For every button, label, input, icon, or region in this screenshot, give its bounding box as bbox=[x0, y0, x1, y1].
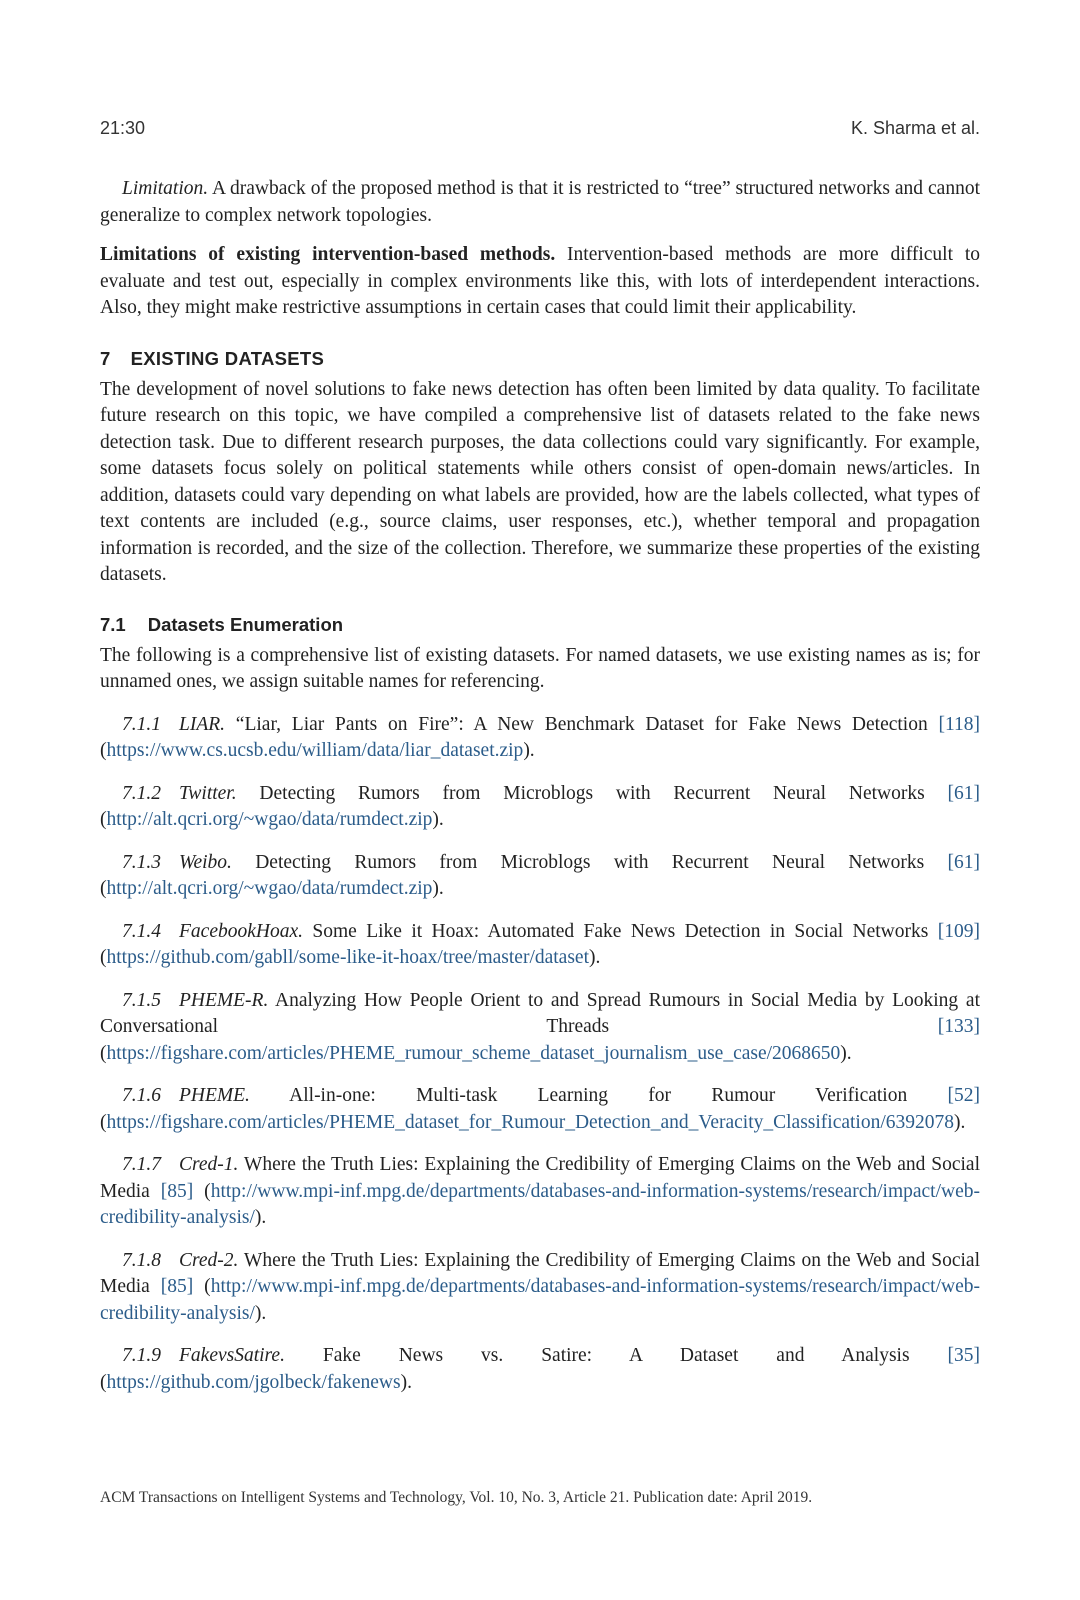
dataset-name: FacebookHoax. bbox=[179, 920, 303, 942]
entry-title: Fake News vs. Satire: A Dataset and Analysis bbox=[284, 1345, 948, 1366]
citation-link[interactable]: [133] bbox=[937, 1016, 980, 1037]
subsection-7-1-heading bbox=[100, 614, 980, 636]
dataset-name: PHEME-R. bbox=[179, 989, 269, 1011]
entry-title: Where the Truth Lies: Explaining the Credibility of Emerging Claims on the Web and Social Media bbox=[100, 1249, 980, 1297]
dataset-name: Weibo. bbox=[179, 851, 232, 873]
section-7-heading bbox=[100, 348, 980, 370]
entry-number: 7.1.5 bbox=[122, 989, 161, 1011]
dataset-url-link[interactable]: https://github.com/gabll/some-like-it-hoax/tree/master/dataset bbox=[106, 947, 590, 968]
section-number: 7 bbox=[100, 347, 111, 369]
entry-title: All-in-one: Multi-task Learning for Rumour Verification bbox=[249, 1085, 948, 1106]
limitation-label: Limitation. bbox=[122, 178, 209, 199]
citation-link[interactable]: [35] bbox=[947, 1345, 980, 1366]
limitations-label: Limitations of existing intervention-based methods. bbox=[100, 244, 556, 265]
dataset-url-link[interactable]: https://github.com/jgolbeck/fakenews bbox=[106, 1371, 401, 1393]
entry-title: Detecting Rumors from Microblogs with Recurrent Neural Networks bbox=[231, 851, 948, 873]
dataset-name: PHEME. bbox=[179, 1085, 250, 1106]
dataset-entry: 7.1.3 Weibo. Detecting Rumors from Microblogs with Recurrent Neural Networks [61] (http://alt.qcri.org/~wgao/data/rumdect.zip). bbox=[100, 851, 980, 899]
dataset-entry: 7.1.1 LIAR. “Liar, Liar Pants on Fire”: A New Benchmark Dataset for Fake News Detection [118] (https://www.cs.ucsb.edu/william/data/liar_dataset.zip). bbox=[100, 713, 980, 761]
citation-link[interactable]: [118] bbox=[938, 713, 980, 735]
entry-title: Some Like it Hoax: Automated Fake News Detection in Social Networks bbox=[303, 920, 938, 942]
entry-number: 7.1.6 bbox=[122, 1085, 161, 1106]
entry-title: Detecting Rumors from Microblogs with Recurrent Neural Networks bbox=[236, 782, 948, 804]
citation-link[interactable]: [61] bbox=[947, 782, 980, 804]
running-authors: K. Sharma et al. bbox=[850, 118, 980, 138]
citation-link[interactable]: [61] bbox=[947, 851, 980, 873]
dataset-name: LIAR. bbox=[179, 713, 226, 735]
dataset-entry: 7.1.5 PHEME-R. Analyzing How People Orient to and Spread Rumours in Social Media by Looking at Conversational Threads [133] (https://figshare.com/articles/PHEME_rumour_scheme_dataset_journalism_use_case/2068650). bbox=[100, 989, 980, 1064]
dataset-entry: 7.1.4 FacebookHoax. Some Like it Hoax: Automated Fake News Detection in Social Networks [109] (https://github.com/gabll/some-like-it-hoax/tree/master/dataset). bbox=[100, 920, 980, 968]
dataset-entry: 7.1.6 PHEME. All-in-one: Multi-task Learning for Rumour Verification [52] (https://figshare.com/articles/PHEME_dataset_for_Rumour_Detection_and_Veracity_Classification/6392078). bbox=[100, 1085, 980, 1133]
entry-number: 7.1.2 bbox=[122, 782, 161, 804]
limitations-text: Intervention-based methods are more difficult to evaluate and test out, especially in complex environments like this, with lots of interdependent interactions. Also, they might make restrictive assumptions in certain cases that could limit their applicability. bbox=[100, 244, 980, 318]
dataset-url-link[interactable]: https://figshare.com/articles/PHEME_dataset_for_Rumour_Detection_and_Veracity_Classification/6392078 bbox=[106, 1111, 955, 1133]
limitation-text: A drawback of the proposed method is that it is restricted to “tree” structured networks and cannot generalize to complex network topologies. bbox=[100, 178, 980, 226]
dataset-url-link[interactable]: http://www.mpi-inf.mpg.de/departments/databases-and-information-systems/research/impact/web-credibility-analysis/ bbox=[100, 1180, 980, 1228]
dataset-name: Cred-2. bbox=[179, 1249, 239, 1271]
entry-number: 7.1.4 bbox=[122, 920, 161, 942]
citation-link[interactable]: [85] bbox=[160, 1180, 194, 1202]
dataset-list bbox=[100, 712, 980, 1397]
citation-link[interactable]: [109] bbox=[937, 920, 980, 942]
entry-number: 7.1.7 bbox=[122, 1154, 161, 1175]
entry-number: 7.1.1 bbox=[122, 713, 161, 735]
entry-number: 7.1.9 bbox=[122, 1345, 161, 1366]
dataset-entry: 7.1.9 FakevsSatire. Fake News vs. Satire: A Dataset and Analysis [35] (https://github.com/jgolbeck/fakenews). bbox=[100, 1345, 980, 1393]
section-7-text: The development of novel solutions to fake news detection has often been limited by data quality. To facilitate future research on this topic, we have compiled a comprehensive list of datasets related to the fake news detection task. Due to different research purposes, the data collections could vary significantly. For example, some datasets focus solely on political statements while others consist of open-domain news/articles. In addition, datasets could vary depending on what labels are provided, how are the labels collected, what types of text contents are included (e.g., source claims, user responses, etc.), whether temporal and propagation information is recorded, and the size of the collection. Therefore, we summarize these properties of the existing datasets. bbox=[100, 378, 980, 585]
dataset-url-link[interactable]: http://alt.qcri.org/~wgao/data/rumdect.zip bbox=[106, 878, 433, 899]
dataset-entry: 7.1.8 Cred-2. Where the Truth Lies: Explaining the Credibility of Emerging Claims on the Web and Social Media [85] (http://www.mpi-inf.mpg.de/departments/databases-and-information-systems/research/impact/web-credibility-analysis/). bbox=[100, 1249, 980, 1324]
entry-number: 7.1.3 bbox=[122, 851, 161, 873]
dataset-entry: 7.1.7 Cred-1. Where the Truth Lies: Explaining the Credibility of Emerging Claims on the Web and Social Media [85] (http://www.mpi-inf.mpg.de/departments/databases-and-information-systems/research/impact/web-credibility-analysis/). bbox=[100, 1154, 980, 1228]
citation-link[interactable]: [85] bbox=[160, 1276, 194, 1297]
citation-link[interactable]: [52] bbox=[947, 1085, 980, 1106]
page-content bbox=[100, 176, 980, 1396]
subsection-number: 7.1 bbox=[100, 613, 126, 635]
dataset-url-link[interactable]: http://www.mpi-inf.mpg.de/departments/databases-and-information-systems/research/impact/web-credibility-analysis/ bbox=[100, 1276, 980, 1324]
dataset-name: FakevsSatire. bbox=[179, 1345, 285, 1366]
entry-title: Where the Truth Lies: Explaining the Credibility of Emerging Claims on the Web and Social Media bbox=[100, 1154, 980, 1202]
entry-number: 7.1.8 bbox=[122, 1249, 161, 1271]
section-title: EXISTING DATASETS bbox=[130, 347, 325, 369]
page-number: 21:30 bbox=[100, 118, 146, 138]
dataset-name: Cred-1. bbox=[179, 1154, 239, 1175]
page-header bbox=[100, 118, 980, 139]
dataset-url-link[interactable]: https://www.cs.ucsb.edu/william/data/liar_dataset.zip bbox=[106, 740, 524, 761]
subsection-7-1-text: The following is a comprehensive list of existing datasets. For named datasets, we use existing names as is; for unnamed ones, we assign suitable names for referencing. bbox=[100, 644, 980, 692]
limitations-paragraph bbox=[100, 242, 980, 322]
entry-title: Analyzing How People Orient to and Spread Rumours in Social Media by Looking at Conversational Threads bbox=[100, 989, 980, 1037]
dataset-url-link[interactable]: https://figshare.com/articles/PHEME_rumour_scheme_dataset_journalism_use_case/2068650 bbox=[106, 1042, 841, 1064]
limitation-paragraph bbox=[100, 176, 980, 229]
dataset-name: Twitter. bbox=[179, 782, 237, 804]
journal-footer: ACM Transactions on Intelligent Systems and Technology, Vol. 10, No. 3, Article 21. Publication date: April 2019. bbox=[100, 1489, 813, 1506]
dataset-url-link[interactable]: http://alt.qcri.org/~wgao/data/rumdect.zip bbox=[106, 809, 433, 830]
dataset-entry: 7.1.2 Twitter. Detecting Rumors from Microblogs with Recurrent Neural Networks [61] (http://alt.qcri.org/~wgao/data/rumdect.zip). bbox=[100, 782, 980, 830]
entry-title: “Liar, Liar Pants on Fire”: A New Benchmark Dataset for Fake News Detection bbox=[225, 713, 939, 735]
subsection-title: Datasets Enumeration bbox=[147, 613, 344, 635]
